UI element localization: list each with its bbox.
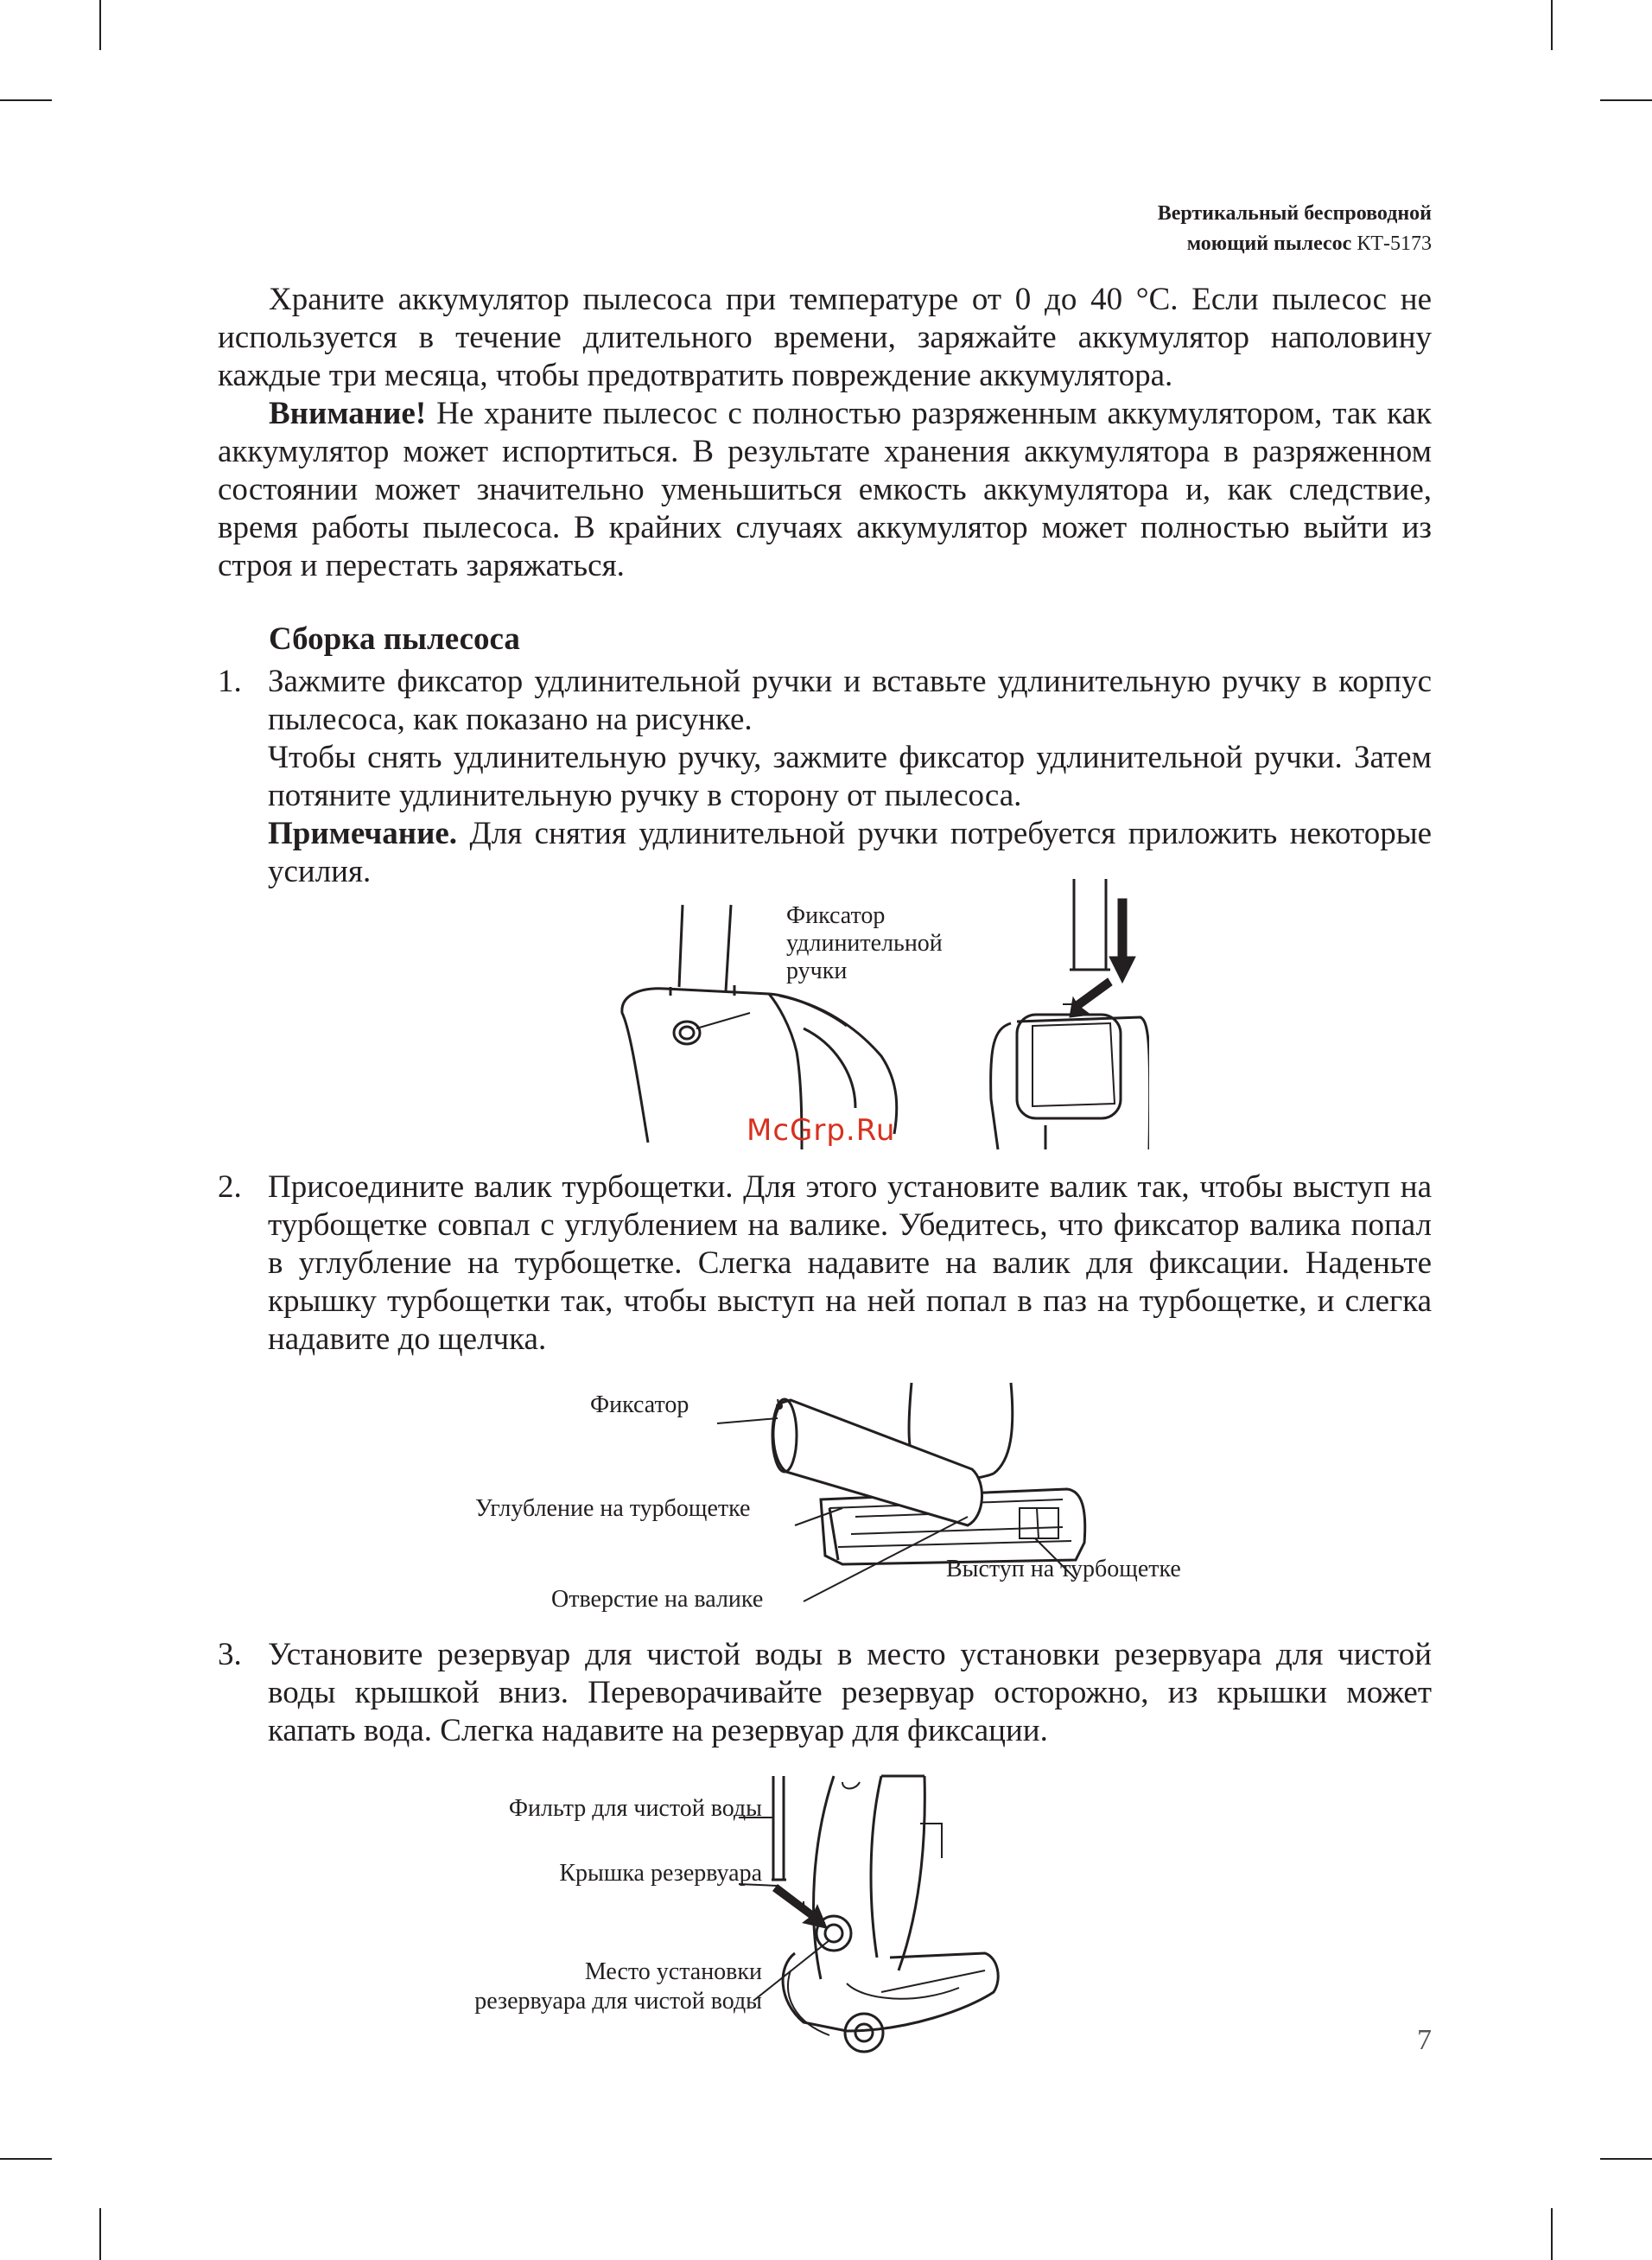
figure-water-tank (397, 1772, 1020, 2057)
step-number: 1. (218, 664, 242, 699)
crop-mark (0, 2158, 52, 2160)
label-filter: Фильтр для чистой воды (508, 1795, 762, 1822)
label-tank-lid: Крышка резервуара (559, 1860, 762, 1887)
intro-paragraph-2 (218, 395, 1432, 585)
label-handle-latch-line1: Фиксатор (786, 902, 886, 929)
running-header (1158, 199, 1432, 259)
header-line1: Вертикальный беспроводной (1157, 202, 1432, 225)
section-title: Сборка пылесоса (269, 621, 520, 657)
intro-paragraph-1: Храните аккумулятор пылесоса при температуре от 0 до 40 °С. Если пылесос не используется в течение длительного времени, заряжайте аккумулятор наполовину каждые три месяца, чтобы предотвратить повреждение аккумулятора. (218, 282, 1432, 393)
step-2-text: Присоедините валик турбощетки. Для этого установите валик так, чтобы выступ на турбощетке совпал с углублением на валике. Убедитесь, что фиксатор валика попал в углубление на турбощетке. Слегка надавите на валик для фиксации. Наденьте крышку турбощетки так, чтобы выступ на ней попал в паз на турбощетке, и слегка надавите до щелчка. (268, 1169, 1432, 1357)
step-number: 3. (218, 1637, 242, 1672)
figure-brush-roller (458, 1378, 1236, 1612)
warning-text: Не храните пылесос с полностью разряженным аккумулятором, так как аккумулятор может испортиться. В результате хранения аккумулятора в разряженном состоянии может значительно уменьшиться емкость аккумулятора и, как следствие, время работы пылесоса. В крайних случаях аккумулятор может полностью выйти из строя и перестать заряжаться. (218, 396, 1432, 583)
crop-mark (99, 0, 101, 50)
label-fixator: Фиксатор (590, 1391, 689, 1418)
crop-mark (1600, 99, 1652, 101)
watermark: McGrp.Ru (747, 1113, 896, 1148)
warning-label: Внимание! (269, 396, 427, 431)
step-1 (218, 663, 1432, 891)
label-tank-place-line2: резервуара для чистой воды (474, 1988, 762, 2015)
step-3 (218, 1636, 1432, 1750)
note-text: Для снятия удлинительной ручки потребуется приложить некоторые усилия. (268, 816, 1432, 889)
crop-mark (0, 99, 52, 101)
label-ledge: Выступ на турбощетке (946, 1556, 1181, 1582)
label-handle-latch-line3: ручки (786, 958, 848, 984)
intro-text (218, 281, 1432, 585)
note-label: Примечание. (268, 816, 458, 851)
crop-mark (1551, 0, 1553, 50)
label-handle-latch (786, 902, 943, 985)
header-line2-bold: моющий пылесос (1186, 232, 1352, 255)
label-hole: Отверстие на валике (551, 1586, 764, 1613)
step-3-text: Установите резервуар для чистой воды в место установки резервуара для чистой воды крышкой вниз. Переворачивайте резервуар осторожно, из крышки может капать вода. Слегка надавите на резервуар для фиксации. (268, 1637, 1432, 1748)
step-1-line-1: Зажмите фиксатор удлинительной ручки и вставьте удлинительную ручку в корпус пылесоса, как показано на рисунке. (268, 664, 1432, 737)
figure-handle-latch (596, 875, 1149, 1151)
page-number: 7 (1417, 2024, 1432, 2056)
crop-mark (99, 2208, 101, 2260)
step-1-line-2: Чтобы снять удлинительную ручку, зажмите фиксатор удлинительной ручки. Затем потяните удлинительную ручку в сторону от пылесоса. (268, 740, 1432, 813)
crop-mark (1551, 2208, 1553, 2260)
label-handle-latch-line2: удлинительной (786, 930, 943, 957)
step-number: 2. (218, 1169, 242, 1205)
label-tank-place (474, 1958, 762, 2016)
crop-mark (1600, 2158, 1652, 2160)
label-groove: Углубление на турбощетке (475, 1495, 751, 1522)
label-tank-place-line1: Место установки (584, 1958, 762, 1985)
header-model: КТ-5173 (1351, 232, 1432, 255)
step-2 (218, 1168, 1432, 1359)
